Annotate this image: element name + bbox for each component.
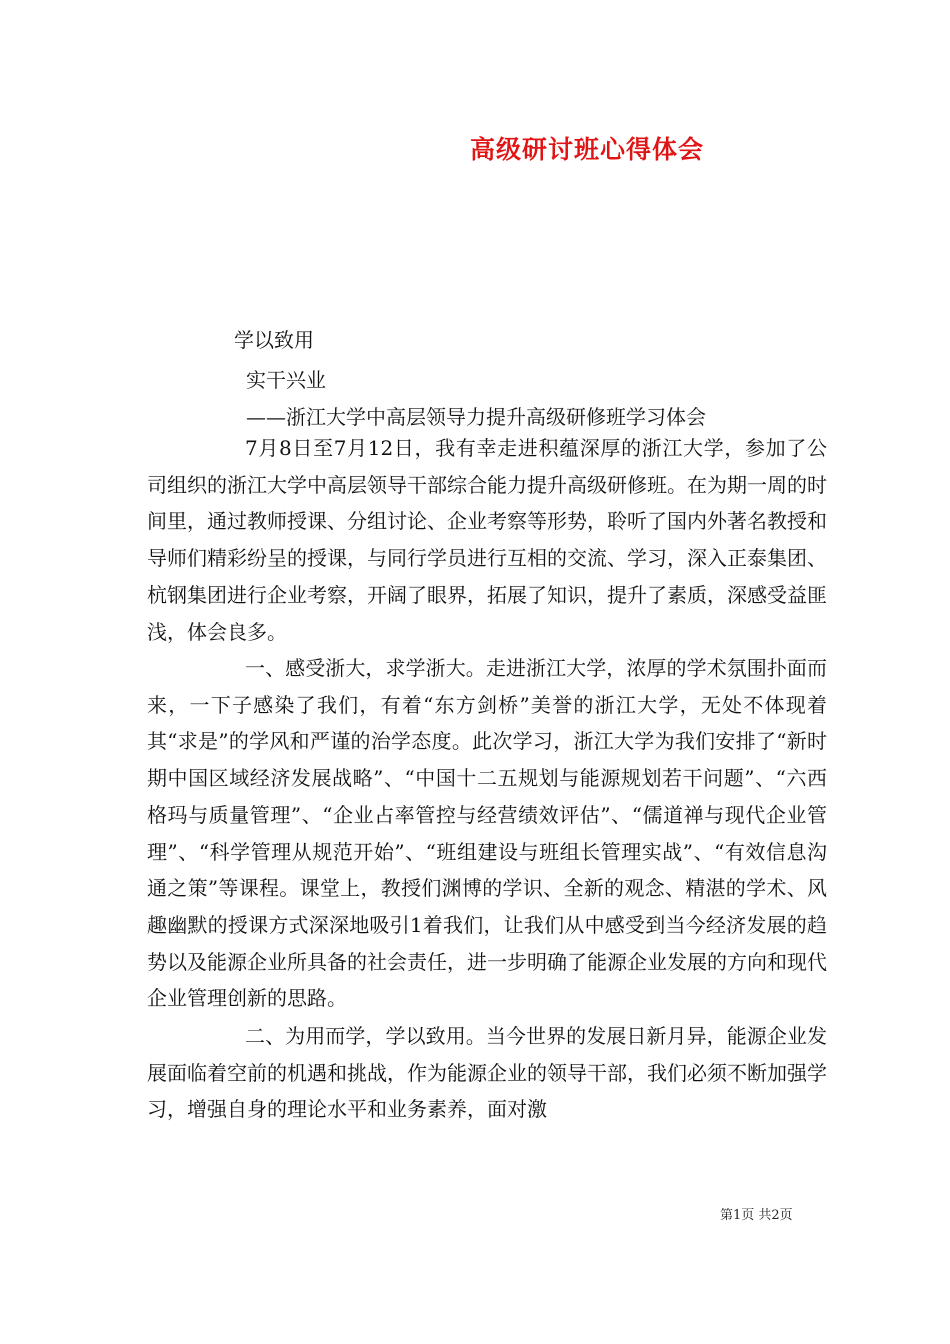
document-title: 高级研讨班心得体会 xyxy=(470,135,705,164)
page-number-footer: 第1页 共2页 xyxy=(720,1208,793,1223)
motto-line-2: 实干兴业 xyxy=(246,368,326,392)
document-subtitle: ——浙江大学中高层领导力提升高级研修班学习体会 xyxy=(246,405,706,429)
body-paragraph: 7月8日至7月12日，我有幸走进积蕴深厚的浙江大学，参加了公司组织的浙江大学中高层领导干部综合能力提升高级研修班。在为期一周的时间里，通过教师授课、分组讨论、企业考察等形势，聆听了国内外著名教授和导师们精彩纷呈的授课，与同行学员进行互相的交流、学习，深入正泰集团、杭钢集团进行企业考察，开阔了眼界，拓展了知识，提升了素质，深感受益匪浅，体会良多。 xyxy=(147,436,827,644)
body-paragraph: 一、感受浙大，求学浙大。走进浙江大学，浓厚的学术氛围扑面而来，一下子感染了我们，有着“东方剑桥”美誉的浙江大学，无处不体现着其“求是”的学风和严谨的治学态度。此次学习，浙江大学为我们安排了“新时期中国区域经济发展战略”、“中国十二五规划与能源规划若干问题”、“六西格玛与质量管理”、“企业占率管控与经营绩效评估”、“儒道禅与现代企业管理”、“科学管理从规范开始”、“班组建设与班组长管理实战”、“有效信息沟通之策”等课程。课堂上，教授们渊博的学识、全新的观念、精湛的学术、风趣幽默的授课方式深深地吸引1着我们，让我们从中感受到当今经济发展的趋势以及能源企业所具备的社会责任，进一步明确了能源企业发展的方向和现代企业管理创新的思路。 xyxy=(147,656,827,1011)
body-paragraph: 二、为用而学，学以致用。当今世界的发展日新月异，能源企业发展面临着空前的机遇和挑战，作为能源企业的领导干部，我们必须不断加强学习，增强自身的理论水平和业务素养，面对激 xyxy=(147,1024,827,1122)
motto-line-1: 学以致用 xyxy=(234,328,314,352)
